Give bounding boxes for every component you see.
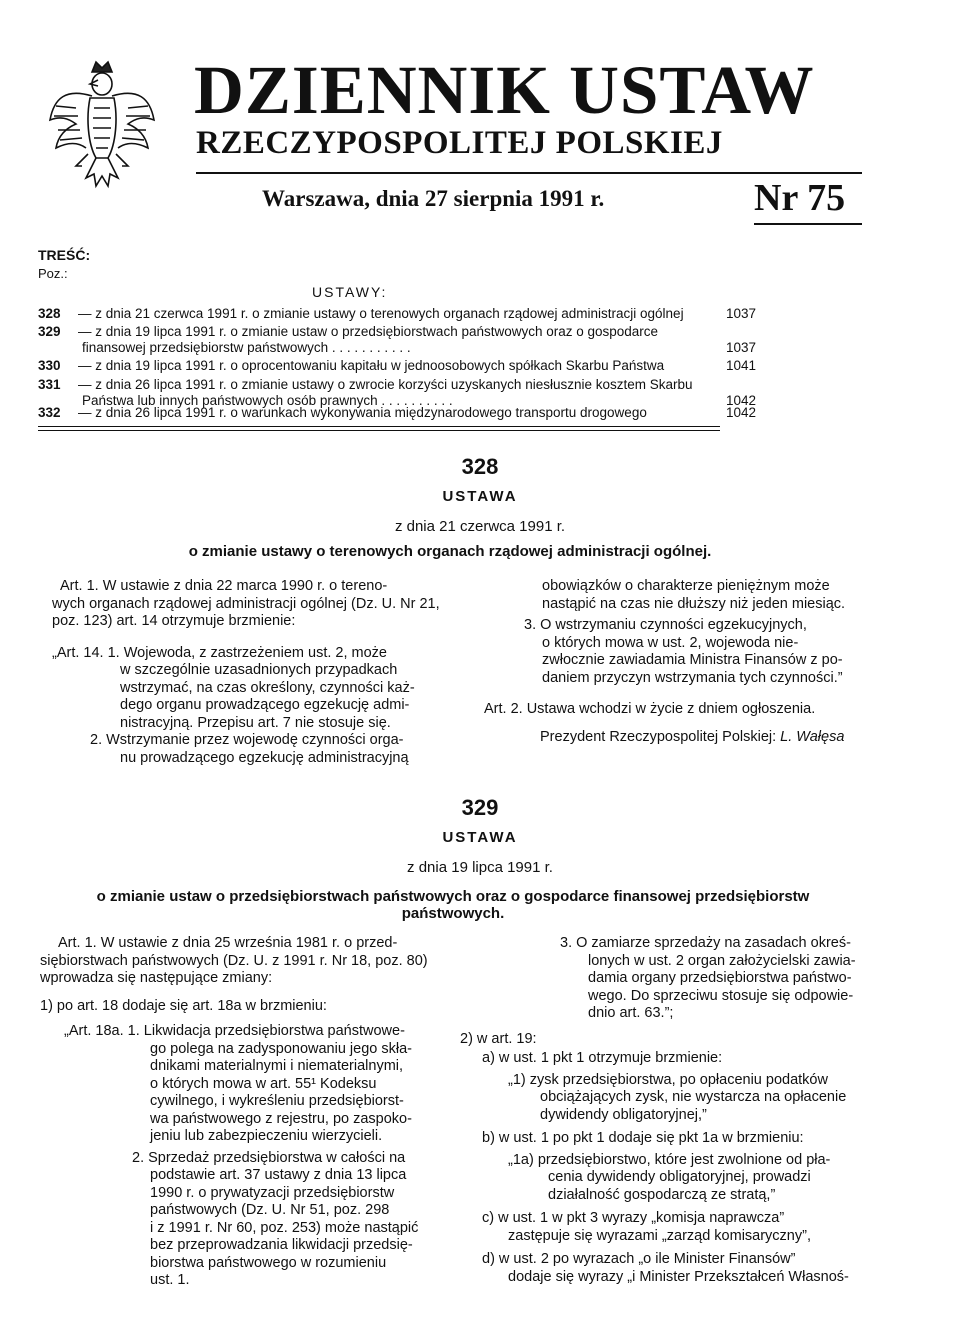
article-line: lonych w ust. 2 organ założycielski zawia- <box>588 952 856 969</box>
article-line: nistracyjną. Przepisu art. 7 nie stosuje się. <box>120 714 391 731</box>
article-line: Art. 1. W ustawie z dnia 22 marca 1990 r. o tereno- <box>60 578 388 594</box>
toc-item-text: — z dnia 21 czerwca 1991 r. o zmianie ustawy o terenowych organach rządowej administracji ogólnej <box>78 306 684 321</box>
toc-item-text: — z dnia 26 lipca 1991 r. o zmianie ustawy o zwrocie korzyści uzyskanych niesłusznie kosztem Skarbu <box>78 377 693 392</box>
white-eagle-emblem-icon <box>46 58 158 194</box>
article-line: biorstwa państwowego w rozumieniu <box>150 1254 387 1271</box>
article-line: dego organu prowadzącego egzekucję admi- <box>120 697 410 713</box>
act-328-type: USTAWA <box>442 488 518 505</box>
article-line: damia organy przedsiębiorstwa państwo- <box>588 970 852 986</box>
act-328-title: o zmianie ustawy o terenowych organach rządowej administracji ogólnej. <box>188 543 712 560</box>
act-328-date: z dnia 21 czerwca 1991 r. <box>394 518 566 535</box>
article-line: 2) w art. 19: <box>460 1030 537 1047</box>
article-line: podstawie art. 37 ustawy z dnia 13 lipca <box>150 1167 407 1183</box>
act-329-number: 329 <box>461 795 499 820</box>
contents-label: TREŚĆ: <box>38 247 91 263</box>
journal-title: DZIENNIK USTAW <box>194 52 815 128</box>
article-line: 1) po art. 18 dodaje się art. 18a w brzmieniu: <box>40 997 327 1014</box>
contents-section-heading: USTAWY: <box>312 284 388 300</box>
signature-name: L. Wałęsa <box>780 728 845 745</box>
article-line: b) w ust. 1 po pkt 1 dodaje się pkt 1a w brzmieniu: <box>482 1130 804 1146</box>
article-line: „Art. 18a. 1. Likwidacja przedsiębiorstwa państwowe- <box>64 1023 405 1039</box>
journal-subtitle: RZECZYPOSPOLITEJ POLSKIEJ <box>196 125 723 161</box>
toc-item-text: — z dnia 26 lipca 1991 r. o warunkach wykonywania międzynarodowego transportu drogowego <box>78 405 647 420</box>
toc-item-text-continued: Państwa lub innych państwowych osób prawnych . . . . . . . . . . <box>82 393 453 408</box>
toc-item-text: — z dnia 19 lipca 1991 r. o zmianie ustaw o przedsiębiorstwach państwowych oraz o gospodarce <box>78 324 659 339</box>
article-line: siębiorstwach państwowych (Dz. U. z 1991 r. Nr 18, poz. 80) <box>40 952 428 969</box>
article-line: wstrzymać, na czas określony, czynności każ- <box>120 679 415 696</box>
act-328-number: 328 <box>461 454 499 479</box>
toc-item-number: 332 <box>38 405 61 420</box>
act-329-type: USTAWA <box>442 829 518 846</box>
toc-item-page: 1042 <box>726 393 757 408</box>
act-328-right-column <box>484 578 876 746</box>
act-329-title: o zmianie ustaw o przedsiębiorstwach państwowych oraz o gospodarce finansowej przedsiębiorstw państwowych. <box>96 888 810 922</box>
article-line: bez przeprowadzania likwidacji przedsię- <box>150 1237 413 1253</box>
toc-item-number: 330 <box>38 358 61 373</box>
article-line: c) w ust. 1 w pkt 3 wyrazy „komisja naprawcza” <box>482 1210 785 1226</box>
article-line: w szczególnie uzasadnionych przypadkach <box>120 662 398 678</box>
toc-item-number: 328 <box>38 306 61 321</box>
article-line: d) w ust. 2 po wyrazach „o ile Minister Finansów” <box>482 1251 796 1267</box>
article-line: działalność gospodarczą ze stratą,” <box>548 1186 776 1203</box>
article-line: daniem przyczyn wstrzymania tych czynności.” <box>542 669 843 686</box>
article-line: nu prowadzącego egzekucję administracyjną <box>120 749 409 766</box>
toc-item-number: 329 <box>38 324 61 339</box>
toc-item-text-continued: finansowej przedsiębiorstw państwowych . . . . . . . . . . . <box>82 340 411 355</box>
article-line: zwłocznie zawiadamia Ministra Finansów z po- <box>542 652 843 668</box>
issue-dateline: Warszawa, dnia 27 sierpnia 1991 r. <box>262 186 605 211</box>
signature: Prezydent Rzeczypospolitej Polskiej: L. Wałęsa <box>540 728 845 745</box>
article-line: wych organach rządowej administracji ogólnej (Dz. U. Nr 21, <box>52 595 440 612</box>
article-line: poz. 123) art. 14 otrzymuje brzmienie: <box>52 613 296 629</box>
article-line: 3. O zamiarze sprzedaży na zasadach okreś- <box>560 935 851 951</box>
toc-item-page: 1041 <box>726 358 757 373</box>
article-line: dodaje się wyrazy „i Minister Przekształceń Własnoś- <box>508 1268 849 1285</box>
act-329-right-column <box>460 935 870 1286</box>
article-line: zastępuje się wyrazami „zarząd komisaryczny”, <box>508 1227 811 1244</box>
act-329-left-column <box>40 935 452 1290</box>
article-line: obowiązków o charakterze pieniężnym może <box>542 578 830 594</box>
issue-number: Nr 75 <box>754 177 846 219</box>
article-line: a) w ust. 1 pkt 1 otrzymuje brzmienie: <box>482 1050 723 1066</box>
act-328-left-column <box>52 578 444 767</box>
article-line: dnio art. 63.”; <box>588 1005 674 1021</box>
article-line: jeniu lub zabezpieczeniu wierzycieli. <box>150 1128 383 1144</box>
article-line: „1) zysk przedsiębiorstwa, po opłaceniu podatków <box>508 1071 828 1088</box>
toc-item-page: 1037 <box>726 306 757 321</box>
article-line: dywidendy obligatoryjnej,” <box>540 1106 707 1123</box>
contents-rule <box>38 426 720 427</box>
article-line: wego. Do sprzeciwu stosuje się odpowie- <box>588 987 854 1004</box>
article-line: ust. 1. <box>150 1272 190 1288</box>
article-line: obciążających zysk, nie wystarcza na opłacenie <box>540 1089 847 1105</box>
toc-item[interactable] <box>38 405 758 421</box>
article-line: „Art. 14. 1. Wojewoda, z zastrzeżeniem ust. 2, może <box>52 644 387 661</box>
issue-number-rule <box>754 223 862 225</box>
act-329-date: z dnia 19 lipca 1991 r. <box>407 859 553 876</box>
article-line: Art. 2. Ustawa wchodzi w życie z dniem ogłoszenia. <box>484 701 816 717</box>
toc-item-text: — z dnia 19 lipca 1991 r. o oprocentowaniu kapitału w jednoosobowych spółkach Skarbu Państwa <box>78 358 665 373</box>
toc-item[interactable] <box>38 306 758 322</box>
article-line: o których mowa w art. 55¹ Kodeksu <box>150 1075 377 1092</box>
article-line: nastąpić na czas nie dłuższy niż jeden miesiąc. <box>542 595 846 612</box>
article-line: państwowych (Dz. U. Nr 51, poz. 298 <box>150 1202 390 1218</box>
article-line: cenia dywidendy obligatoryjnej, prowadzi <box>548 1169 811 1185</box>
masthead-rule <box>196 172 862 174</box>
article-line: Art. 1. W ustawie z dnia 25 września 1981 r. o przed- <box>58 935 398 951</box>
toc-item[interactable] <box>38 358 758 374</box>
toc-item-number: 331 <box>38 377 61 392</box>
contents-rule <box>38 430 720 431</box>
article-line: cywilnego, i wykreśleniu przedsiębiorst- <box>150 1093 404 1109</box>
toc-item[interactable] <box>38 324 758 358</box>
article-line: i z 1991 r. Nr 60, poz. 253) może nastąpić <box>150 1219 419 1236</box>
article-line: o których mowa w ust. 2, wojewoda nie- <box>542 634 799 651</box>
article-line: go polega na zadysponowaniu jego skła- <box>150 1040 412 1057</box>
article-line: dnikami materialnymi i niematerialnymi, <box>150 1058 404 1074</box>
article-line: wprowadza się następujące zmiany: <box>40 970 273 986</box>
article-line: 2. Sprzedaż przedsiębiorstwa w całości na <box>132 1149 406 1166</box>
article-line: 1990 r. o prywatyzacji przedsiębiorstw <box>150 1184 395 1201</box>
toc-item-page: 1037 <box>726 340 757 355</box>
article-line: 3. O wstrzymaniu czynności egzekucyjnych, <box>524 617 807 633</box>
article-line: wa państwowego z rejestru, po zaspoko- <box>150 1110 412 1127</box>
article-line: „1a) przedsiębiorstwo, które jest zwolnione od pła- <box>508 1151 831 1168</box>
toc-item-page: 1042 <box>726 405 757 420</box>
position-label: Poz.: <box>38 266 68 281</box>
article-line: 2. Wstrzymanie przez wojewodę czynności orga- <box>90 732 404 748</box>
